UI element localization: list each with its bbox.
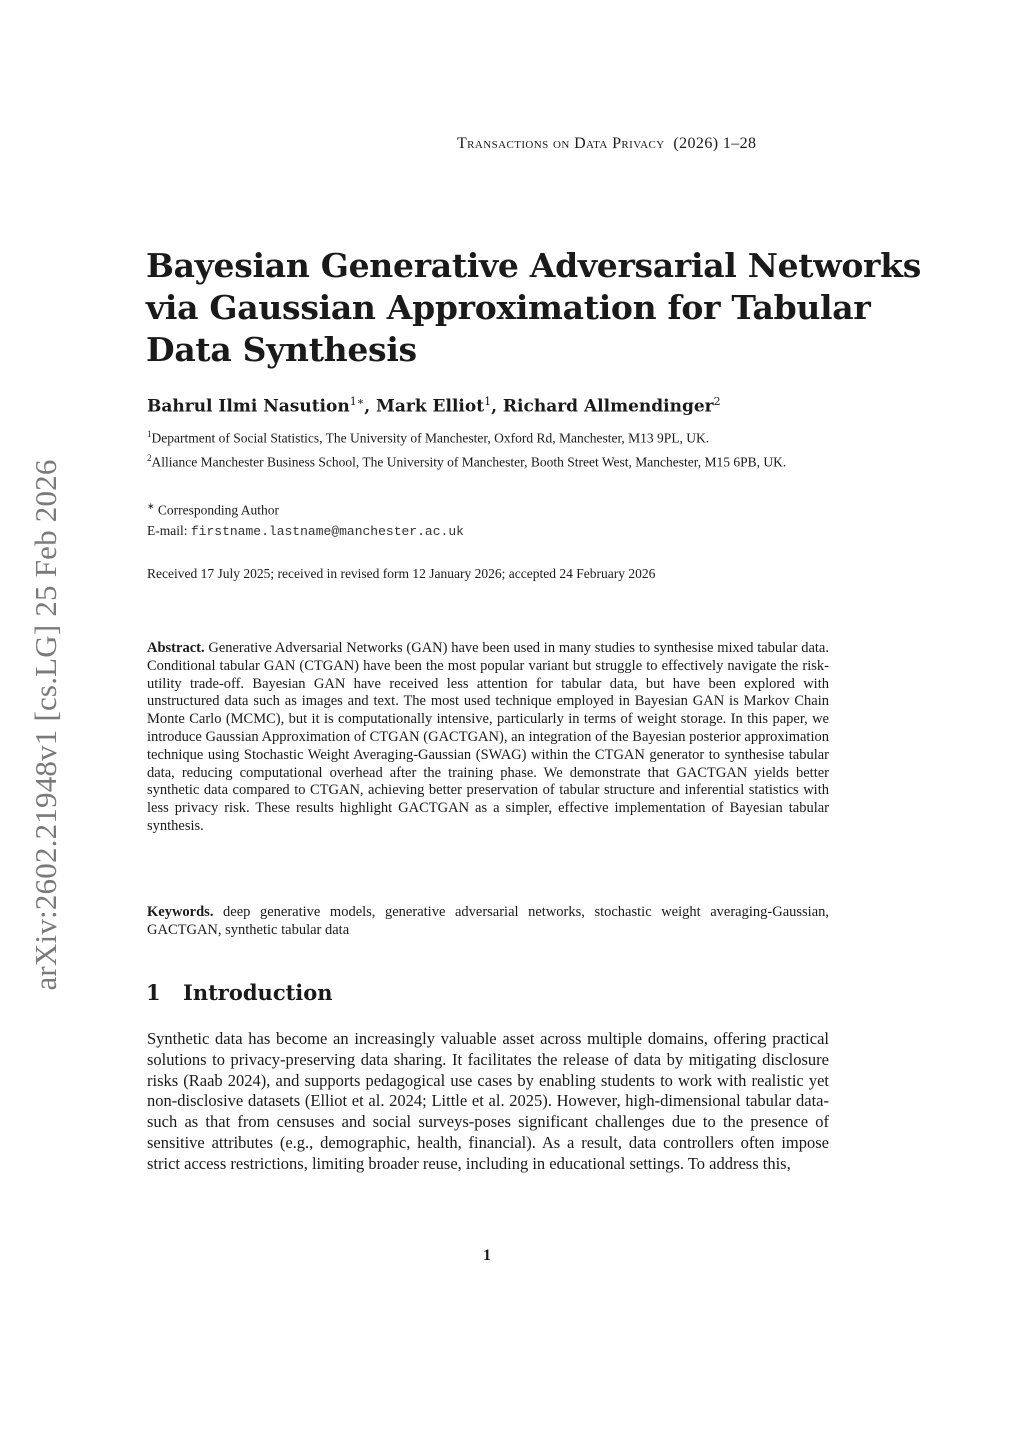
- abstract-label: Abstract.: [147, 640, 205, 656]
- author-mark: 1∗: [349, 395, 365, 408]
- corresponding-author-note: [147, 495, 837, 522]
- keywords-text: deep generative models, generative adversarial networks, stochastic weight averaging-Gaussian, GACTGAN, synthetic tabular data: [147, 904, 830, 938]
- affiliation-1: [147, 423, 837, 450]
- affiliation-text: Alliance Manchester Business School, The University of Manchester, Booth Street West, Manchester, M15 6PB, UK.: [151, 454, 787, 470]
- section-title: Introduction: [183, 980, 333, 1005]
- title-line-2: via Gaussian Approximation for Tabular: [146, 288, 871, 327]
- email-address: firstname.lastname@manchester.ac.uk: [190, 524, 464, 539]
- keywords: [147, 903, 829, 939]
- corresponding-mark: ∗: [147, 501, 155, 511]
- email-line: [147, 519, 837, 543]
- author-mark: 2: [713, 395, 721, 408]
- affiliation-mark: 2: [147, 453, 152, 463]
- keywords-label: Keywords.: [147, 904, 214, 920]
- title-line-3: Data Synthesis: [146, 330, 417, 369]
- author-name: Richard Allmendinger: [502, 396, 714, 417]
- author-separator: ,: [491, 396, 503, 417]
- page-number: 1: [483, 1247, 491, 1264]
- received-dates: Received 17 July 2025; received in revised form 12 January 2026; accepted 24 February 2026: [147, 566, 656, 581]
- section-number: 1: [146, 980, 161, 1005]
- author-list: [147, 395, 721, 417]
- affiliation-text: Department of Social Statistics, The University of Manchester, Oxford Rd, Manchester, M13 9PL, UK.: [151, 430, 710, 446]
- author-separator: ,: [364, 396, 377, 417]
- abstract: [147, 640, 829, 836]
- paper-title: [146, 245, 921, 371]
- author-name: Bahrul Ilmi Nasution: [147, 396, 350, 417]
- arxiv-sidebar-stamp: arXiv:2602.21948v1 [cs.LG] 25 Feb 2026: [28, 459, 63, 991]
- affiliation-2: [147, 447, 837, 474]
- journal-header: [457, 135, 756, 153]
- journal-name: Transactions on Data Privacy: [457, 135, 665, 152]
- affiliation-mark: 1: [147, 429, 152, 439]
- author-mark: 1: [484, 395, 492, 408]
- journal-volume: (2026) 1–28: [673, 135, 757, 152]
- abstract-text: Generative Adversarial Networks (GAN) have been used in many studies to synthesise mixed tabular data. Conditional tabular GAN (CTGAN) have been the most popular variant but struggle to effectively navigate the risk-utility trade-off. Bayesian GAN have received less attention for tabular data, but have been explored with unstructured data such as images and text. The most used technique employed in Bayesian GAN is Markov Chain Monte Carlo (MCMC), but it is computationally intensive, particularly in terms of weight storage. In this paper, we introduce Gaussian Approximation of CTGAN (GACTGAN), an integration of the Bayesian posterior approximation technique using Stochastic Weight Averaging-Gaussian (SWAG) within the CTGAN generator to synthesise tabular data, reducing computational overhead after the training phase. We demonstrate that GACTGAN yields better synthetic data compared to CTGAN, achieving better preservation of tabular structure and inferential statistics with less privacy risk. These results highlight GACTGAN as a simpler, effective implementation of Bayesian tabular synthesis.: [147, 640, 829, 834]
- corresponding-text: Corresponding Author: [157, 502, 280, 518]
- author-name: Mark Elliot: [376, 396, 485, 417]
- email-label: E-mail:: [147, 523, 188, 538]
- section-heading-introduction: [146, 980, 333, 1005]
- title-line-1: Bayesian Generative Adversarial Networks: [146, 246, 921, 285]
- introduction-paragraph: Synthetic data has become an increasingly valuable asset across multiple domains, offering practical solutions to privacy-preserving data sharing. It facilitates the release of data by mitigating disclosure risks (Raab 2024), and supports pedagogical use cases by enabling students to work with realistic yet non-disclosive datasets (Elliot et al. 2024; Little et al. 2025). However, high-dimensional tabular data-such as that from censuses and social surveys-poses significant challenges due to the presence of sensitive attributes (e.g., demographic, health, financial). As a result, data controllers often impose strict access restrictions, limiting broader reuse, including in educational settings. To address this,: [147, 1029, 829, 1173]
